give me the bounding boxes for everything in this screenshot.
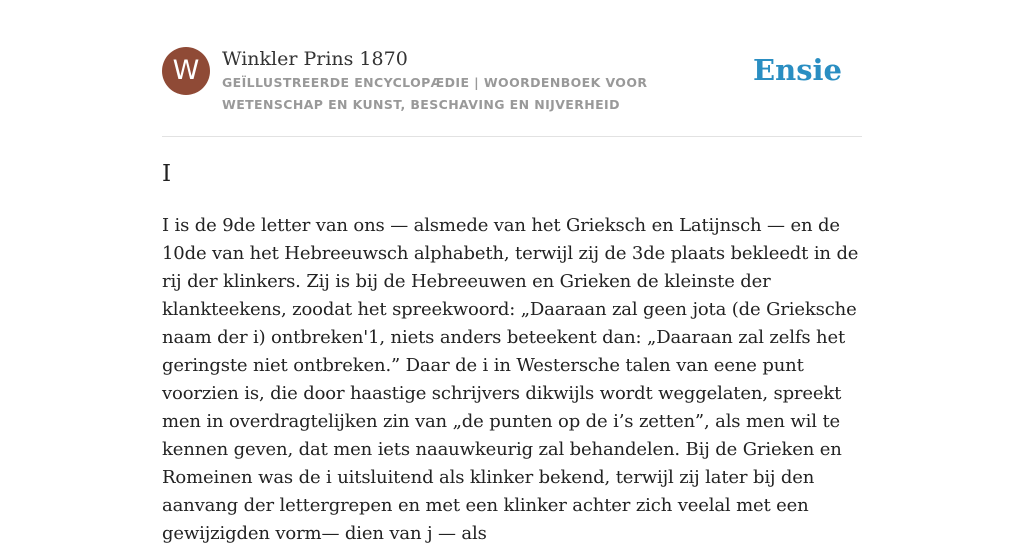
source-subtitle: GEÏLLUSTREERDE ENCYCLOPÆDIE | WOORDENBOEK VOOR WETENSCHAP EN KUNST, BESCHAVING EN NIJVERHEID — [222, 75, 648, 112]
source-avatar[interactable]: W — [162, 47, 210, 95]
source-title[interactable]: Winkler Prins 1870 — [222, 48, 408, 70]
entry-body: I is de 9de letter van ons — alsmede van het Grieksch en Latijnsch — en de 10de van het Hebreeuwsch alphabeth, terwijl zij de 3de plaats bekleedt in de rij der klinkers. Zij is bij de Hebreeuwen en Grieken de kleinste der klankteekens, zoodat het spreekwoord: „Daaraan zal geen jota (de Grieksche naam der i) ontbreken'1, niets anders beteekent dan: „Daaraan zal zelfs het geringste niet ontbreken.” Daar de i in Westersche talen van eene punt voorzien is, die door haastige schrijvers dikwijls wordt weggelaten, spreekt men in overdragtelijken zin van „de punten op de i’s zetten”, als men wil te kennen geven, dat men iets naauwkeurig zal behandelen. Bij de Grieken en Romeinen was de i uitsluitend als klinker bekend, terwijl zij later bij den aanvang der lettergrepen en met een klinker achter zich veelal met een gewijzigden vorm— dien van j — als — [162, 215, 859, 544]
entry-title: I — [162, 161, 172, 187]
source-header — [162, 44, 862, 137]
ensie-logo-link[interactable]: Ensie — [753, 53, 842, 87]
